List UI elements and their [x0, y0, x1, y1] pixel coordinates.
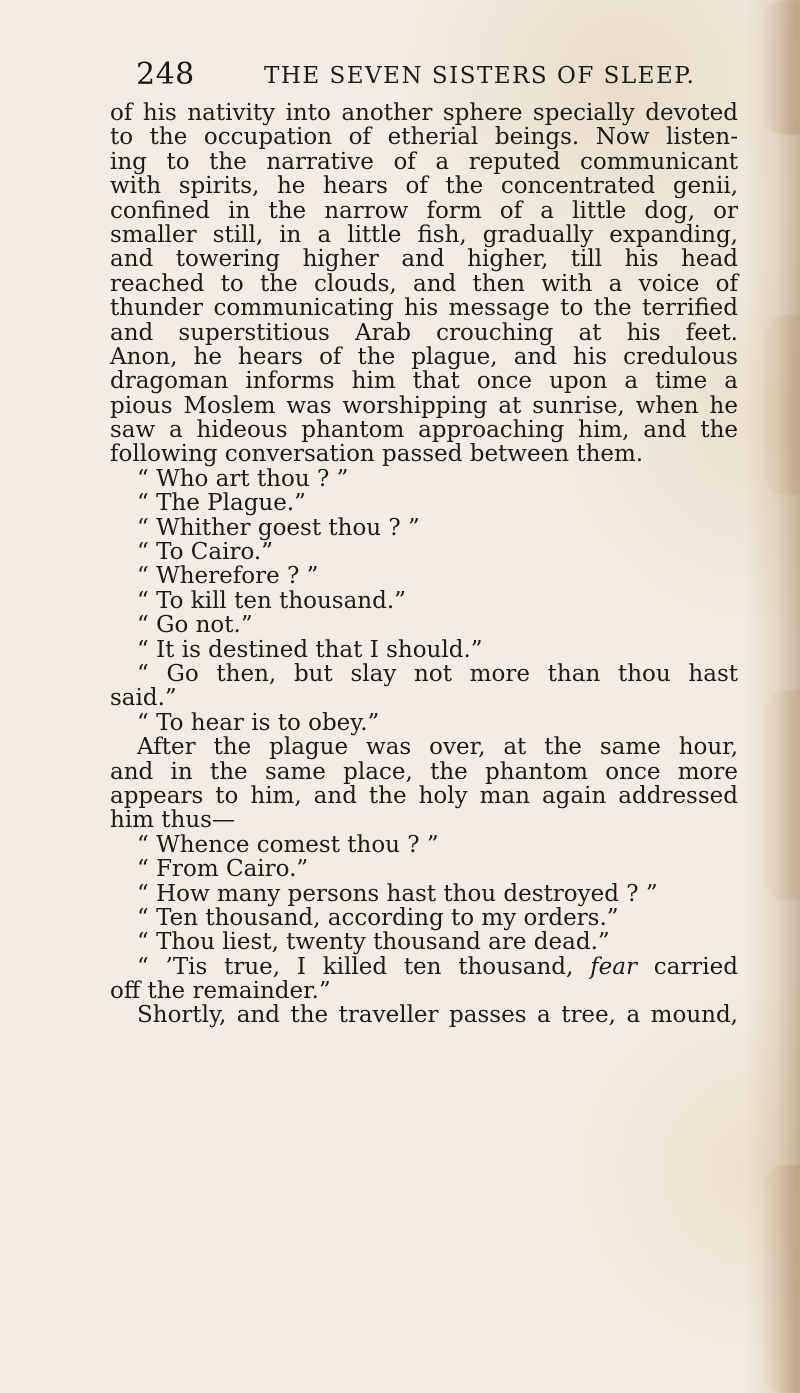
text-segment: “ ’Tis true, I killed ten thousand,	[137, 953, 591, 980]
text-line: “ How many persons hast thou destroyed ? ”	[137, 880, 658, 907]
running-head: THE SEVEN SISTERS OF SLEEP.	[264, 63, 696, 89]
text-line: and superstitious Arab crouching at his feet.	[110, 319, 738, 346]
text-line: “ To hear is to obey.”	[137, 709, 380, 736]
text-line: with spirits, he hears of the concentrated genii,	[110, 173, 738, 200]
text-line: to the occupation of etherial beings. Now listen-	[110, 124, 738, 151]
text-segment: carried	[636, 953, 738, 980]
text-line: Shortly, and the traveller passes a tree, a mound,	[137, 1002, 738, 1029]
text-line: and in the same place, the phantom once more	[110, 758, 738, 785]
text-line: “ Wherefore ? ”	[137, 563, 319, 590]
text-line	[110, 955, 738, 979]
text-line: After the plague was over, at the same hour,	[137, 734, 738, 761]
text-line: ing to the narrative of a reputed communicant	[110, 148, 738, 175]
text-line: “ The Plague.”	[137, 490, 306, 517]
body-text	[110, 101, 738, 1028]
text-line: reached to the clouds, and then with a voice of	[110, 270, 738, 297]
text-line: of his nativity into another sphere specially devoted	[110, 100, 738, 126]
text-line: “ To Cairo.”	[137, 539, 273, 566]
text-line: “ It is destined that I should.”	[137, 636, 483, 663]
page-edge-stain	[764, 690, 800, 900]
text-line: him thus—	[110, 807, 235, 834]
italic-word: fear	[590, 953, 637, 980]
text-line: “ Go not.”	[137, 612, 253, 639]
text-line: confined in the narrow form of a little dog, or	[110, 197, 738, 224]
page-edge-stain	[764, 1165, 800, 1393]
text-line: “ Thou liest, twenty thousand are dead.”	[137, 929, 610, 956]
text-line: “ Whence comest thou ? ”	[137, 831, 439, 858]
text-line: Anon, he hears of the plague, and his credulous	[110, 343, 738, 370]
text-line: off the remainder.”	[110, 978, 331, 1005]
text-line: “ Whither goest thou ? ”	[137, 514, 420, 541]
text-line: dragoman informs him that once upon a time a	[110, 368, 738, 395]
page-edge-stain	[764, 315, 800, 495]
text-line: smaller still, in a little fish, gradually expanding,	[110, 221, 738, 248]
text-line: “ From Cairo.”	[137, 856, 309, 883]
text-line: saw a hideous phantom approaching him, and the	[110, 417, 738, 444]
text-line: “ Go then, but slay not more than thou hast	[137, 660, 738, 687]
text-line: said.”	[110, 685, 177, 712]
text-line: “ To kill ten thousand.”	[137, 587, 406, 614]
page-edge-stain	[764, 0, 800, 135]
page-number: 248	[136, 57, 195, 92]
text-line: and towering higher and higher, till his head	[110, 246, 738, 273]
text-line: appears to him, and the holy man again addressed	[110, 782, 738, 809]
text-line: following conversation passed between them.	[110, 441, 644, 468]
text-line: “ Who art thou ? ”	[137, 465, 349, 492]
text-line: thunder communicating his message to the terrified	[110, 295, 738, 322]
text-line: “ Ten thousand, according to my orders.”	[137, 904, 619, 931]
text-line: pious Moslem was worshipping at sunrise, when he	[110, 392, 738, 419]
